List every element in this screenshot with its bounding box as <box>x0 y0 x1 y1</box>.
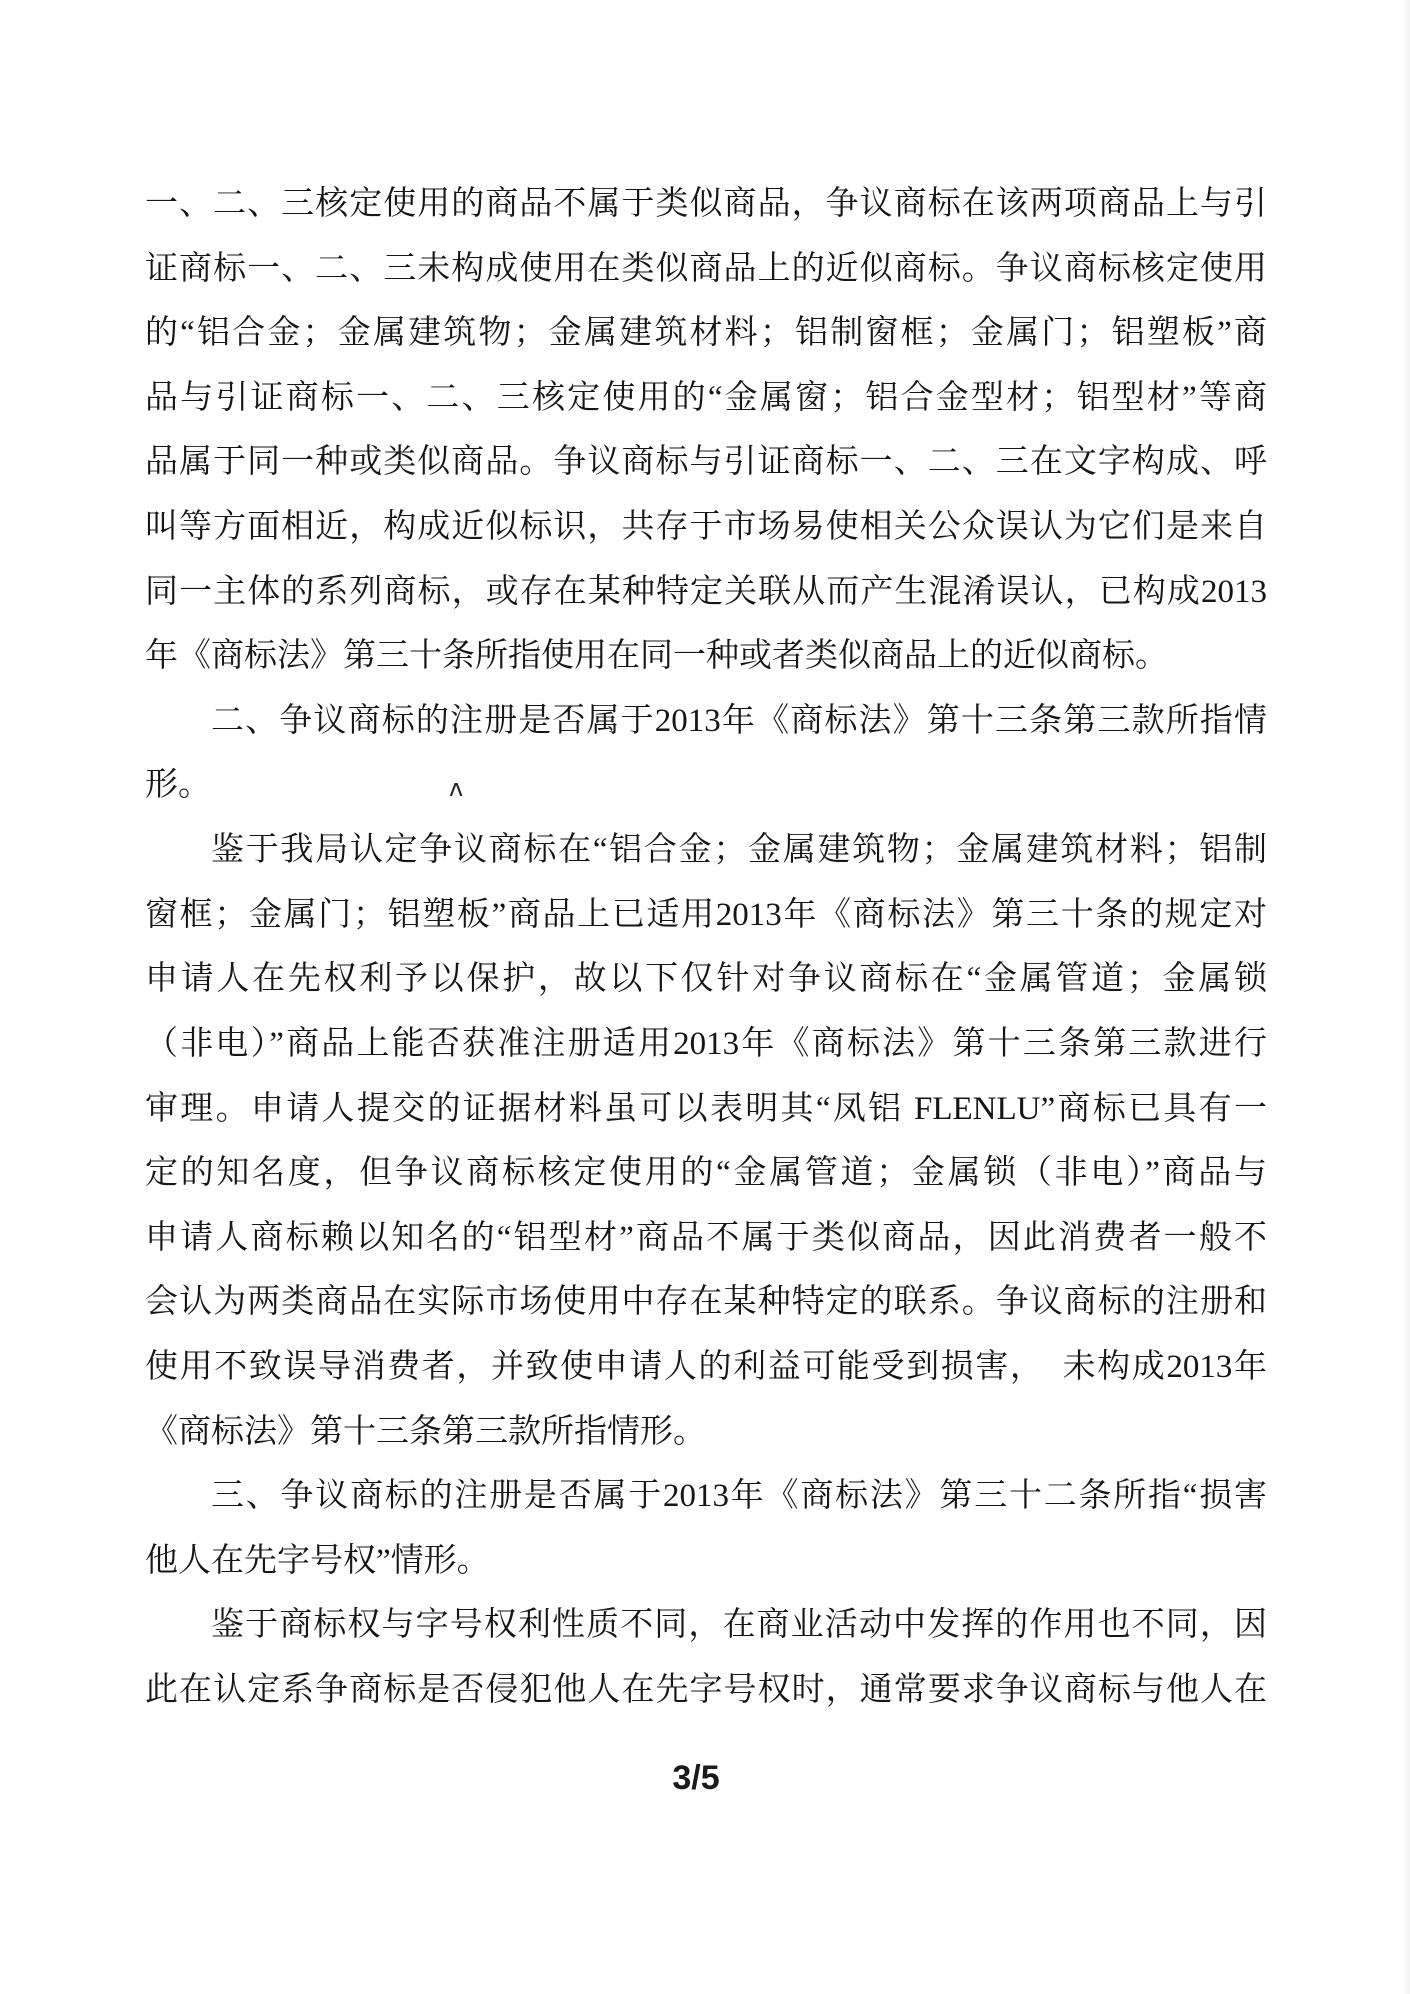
text-line: 一、二、三核定使用的商品不属于类似商品，争议商标在该两项商品上与引 <box>145 186 1267 222</box>
text-line: 窗框；金属门；铝塑板”商品上已适用2013年《商标法》第三十条的规定对 <box>145 896 1267 933</box>
page-number: 3/5 <box>672 1759 720 1797</box>
body-text <box>145 172 1267 1723</box>
scan-edge-shading <box>1402 0 1410 1994</box>
text-line: 叫等方面相近，构成近似标识，共存于市场易使相关公众误认为它们是来自 <box>145 509 1267 546</box>
text-line: 审理。申请人提交的证据材料虽可以表明其“凤铝 FLENLU”商标已具有一 <box>145 1090 1267 1127</box>
text-line: 此在认定系争商标是否侵犯他人在先字号权时，通常要求争议商标与他人在 <box>145 1672 1267 1709</box>
text-line: 使用不致误导消费者，并致使申请人的利益可能受到损害， 未构成2013年 <box>145 1348 1267 1385</box>
text-line: 形。 <box>145 767 211 804</box>
text-line: 品与引证商标一、二、三核定使用的“金属窗；铝合金型材；铝型材”等商 <box>145 379 1267 416</box>
text-line: 申请人商标赖以知名的“铝型材”商品不属于类似商品，因此消费者一般不 <box>145 1219 1267 1256</box>
page-footer <box>0 1761 1401 1795</box>
scan-artifact-caret: ʌ <box>449 774 464 802</box>
text-line: 品属于同一种或类似商品。争议商标与引证商标一、二、三在文字构成、呼 <box>145 444 1267 481</box>
text-line: 三、争议商标的注册是否属于2013年《商标法》第三十二条所指“损害 <box>211 1478 1267 1515</box>
text-line: 鉴于我局认定争议商标在“铝合金；金属建筑物；金属建筑材料；铝制 <box>211 832 1267 869</box>
text-line: （非电）”商品上能否获准注册适用2013年《商标法》第十三条第三款进行 <box>145 1025 1267 1062</box>
text-line: 年《商标法》第三十条所指使用在同一种或者类似商品上的近似商标。 <box>145 638 1168 675</box>
text-line: 的“铝合金；金属建筑物；金属建筑材料；铝制窗框；金属门；铝塑板”商 <box>145 315 1267 352</box>
text-line: 证商标一、二、三未构成使用在类似商品上的近似商标。争议商标核定使用 <box>145 250 1267 287</box>
text-line: 定的知名度，但争议商标核定使用的“金属管道；金属锁（非电）”商品与 <box>145 1155 1267 1192</box>
text-line: 鉴于商标权与字号权利性质不同，在商业活动中发挥的作用也不同，因 <box>211 1607 1267 1644</box>
text-line: 《商标法》第十三条第三款所指情形。 <box>145 1413 706 1450</box>
text-line: 他人在先字号权”情形。 <box>145 1542 490 1579</box>
text-line: 申请人在先权利予以保护，故以下仅针对争议商标在“金属管道；金属锁 <box>145 961 1267 998</box>
text-line: 会认为两类商品在实际市场使用中存在某种特定的联系。争议商标的注册和 <box>145 1284 1267 1321</box>
text-line: 同一主体的系列商标，或存在某种特定关联从而产生混淆误认，已构成2013 <box>145 573 1267 610</box>
text-line: 二、争议商标的注册是否属于2013年《商标法》第十三条第三款所指情 <box>211 702 1267 739</box>
